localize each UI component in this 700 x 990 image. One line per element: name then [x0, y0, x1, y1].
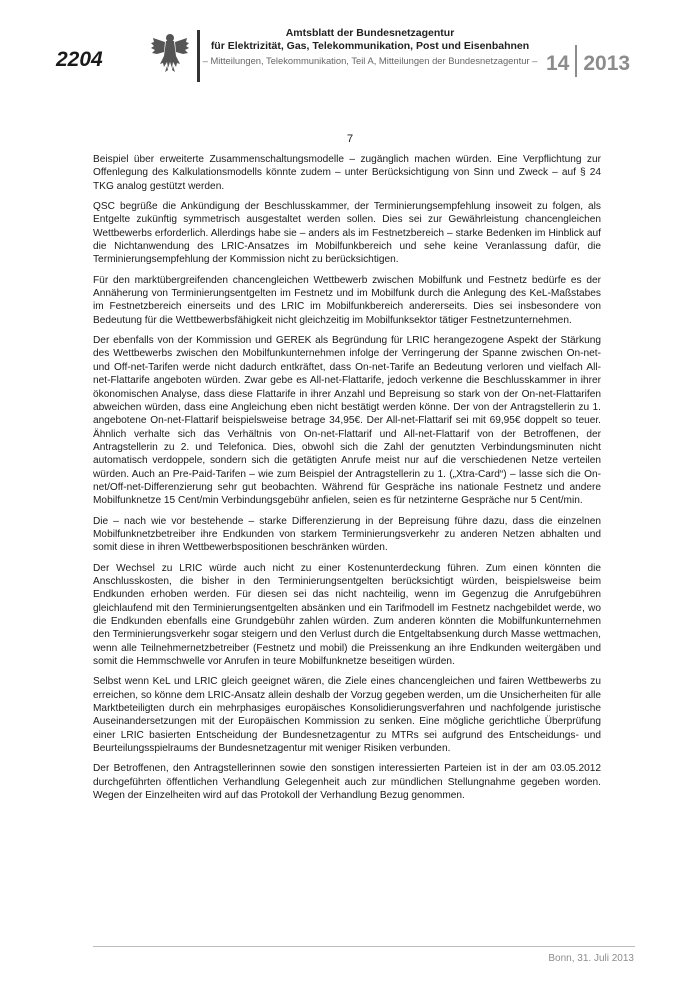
paragraph: Der Betroffenen, den Antragstellerinnen sowie den sonstigen interessierten Parteien ist in der am 03.05.2012 durchgeführten öffentlichen Verhandlung Gelegenheit auch zur mündlichen Stellungnahme gegeben worden. Wegen der Einzelheiten wird auf das Protokoll der Verhandlung Bezug genommen. [93, 763, 601, 802]
issue-divider [575, 45, 577, 77]
paragraph: Der ebenfalls von der Kommission und GEREK als Begründung für LRIC herangezogene Aspekt der Stärkung des Wettbewerbs zwischen den Mobilfunkunternehmen infolge der Verringerung der Spanne zwischen On-net- und Off-net-Tarifen werde nicht dadurch entkräftet, dass On-net-Tarife an Bedeutung verloren und vielfach All-net-Flattarife angeboten würden. Zwar gebe es All-net-Flattarife, jedoch verkenne die Beschlusskammer in ihrer ökonomischen Analyse, dass diese Flattarife in ihrer Anzahl und Bepreisung so stark von der On-net-Flattarifen abweichen würden, dass eine Angleichung eben nicht bestätigt werden könne. Der von der Antragstellerin zu 1. angebotene On-net-Flattarif beispielsweise betrage 34,95€. Der All-net-Flattarif sei mit 69,95€ doppelt so teuer. Ähnlich verhalte sich das Verhältnis von On-net-Flattarif und All-net-Flattarif von der Betroffenen, der Antragstellerin zu 2. und Telefonica. Dies, obwohl sich die Zahl der genutzten Verbindungsminuten nicht automatisch verdoppele, sondern sich die getätigten Anrufe meist nur auf die verschiedenen Netze verteilen würden. Auch an Pre-Paid-Tarifen – wie zum Beispiel der Antragstellerin zu 1. („Xtra-Card“) – lasse sich die On-net/Off-net-Differenzierung sehr gut beobachten. Während für Gespräche ins nationale Festnetz und andere Mobilfunknetze 15 Cent/min Verbindungsgebühr anfielen, seien es für netzinterne Gespräche nur 5 Cent/min. [93, 335, 601, 507]
issue-year: 2013 [583, 52, 631, 75]
inner-page-number: 7 [346, 133, 354, 145]
publication-title-line1: Amtsblatt der Bundesnetzagentur [285, 27, 455, 39]
federal-eagle-icon [150, 30, 190, 74]
publication-title-line2: für Elektrizität, Gas, Telekommunikation, Post und Eisenbahnen [210, 40, 530, 52]
paragraph: Der Wechsel zu LRIC würde auch nicht zu einer Kostenunterdeckung führen. Zum einen könnten die Anschlusskosten, die bisher in den Terminierungsentgelten berücksichtigt würden, beispielsweise beim Endkunden erhoben werden. Für diesen sei das nicht nachteilig, wenn im Gegenzug die Anrufgebühren gleichlaufend mit den Terminierungsentgelten absänken und ein Tarifmodell im Festnetz nachgebildet werde, wo die Endkunden ebenfalls eine Grundgebühr zahlen würden. Zum anderen könnten die Mobilfunkunternehmen den Terminierungsverkehr sogar steigern und den Verlust durch die Entgeltabsenkung durch Masse wettmachen, wenn alle Teilnehmernetzbetreiber (Festnetz und mobil) die Preissenkung an ihre Endkunden weitergäben und somit die Hemmschwelle vor Anrufen in teure Mobilfunknetze beseitigen würden. [93, 562, 601, 668]
page-number: 2204 [56, 48, 103, 71]
body-text [93, 153, 601, 809]
publication-title [200, 27, 540, 53]
paragraph: QSC begrüße die Ankündigung der Beschlusskammer, der Terminierungsempfehlung insoweit zu folgen, als Entgelte zukünftig symmetrisch ausgestaltet werden sollen. Dies sei zur Gewährleistung chancengleichen Wettbewerbs erforderlich. Allerdings habe sie – anders als im Festnetzbereich – starke Bedenken im Hinblick auf die Nichtanwendung des LRIC-Ansatzes im Mobilfunkbereich und sehe keine Veranlassung dafür, die Terminierungsempfehlung der Kommission nicht zu berücksichtigen. [93, 201, 601, 266]
paragraph: Für den marktübergreifenden chancengleichen Wettbewerb zwischen Mobilfunk und Festnetz bedürfe es der Annäherung von Terminierungsentgelten im Festnetz und im Mobilfunk durch die Anlegung des KeL-Maßstabes im Festnetzbereich einerseits und des LRIC im Mobilfunkbereich andererseits. Dies sei insbesondere von Bedeutung für die Wettbewerbsfähigkeit nicht gleichzeitig im Mobilfunksektor tätiger Festnetzunternehmen. [93, 274, 601, 326]
paragraph: Selbst wenn KeL und LRIC gleich geeignet wären, die Ziele eines chancengleichen und fairen Wettbewerbs zu erreichen, so könne dem LRIC-Ansatz allein deshalb der Vorzug gegeben werden, um die Unsicherheiten für alle Marktbeteiligten durch ein mehrphasiges europäisches Konsolidierungsverfahren und nachfolgende juristische Auseinandersetzungen mit der Europäischen Kommission zu senken. Eine mögliche gerichtliche Überprüfung einer LRIC basierten Entscheidung der Bundesnetzagentur zu MTRs sei aufgrund des Entscheidungs- und Beurteilungsspielraums der Bundesnetzagentur mit weniger Risiken verbunden. [93, 676, 601, 755]
issue-info [546, 45, 630, 77]
paragraph: Beispiel über erweiterte Zusammenschaltungsmodelle – zugänglich machen würden. Eine Verpflichtung zur Offenlegung des Kalkulationsmodells könnte zudem – unter Berücksichtigung von Sinn und Zweck – auf § 24 TKG analog gestützt werden. [93, 154, 601, 192]
publication-subtitle: – Mitteilungen, Telekommunikation, Teil A, Mitteilungen der Bundesnetzagentur – [202, 55, 538, 66]
footer-place-date: Bonn, 31. Juli 2013 [548, 953, 634, 964]
issue-number: 14 [546, 52, 570, 75]
footer-divider [93, 946, 635, 947]
paragraph: Die – nach wie vor bestehende – starke Differenzierung in der Bepreisung führe dazu, dass die einzelnen Mobilfunknetzbetreiber ihre Endkunden von starkem Terminierungsverkehr zu anderen Netzen abhalten und somit diese in ihren Wettbewerbspositionen beschränken würden. [93, 515, 601, 554]
